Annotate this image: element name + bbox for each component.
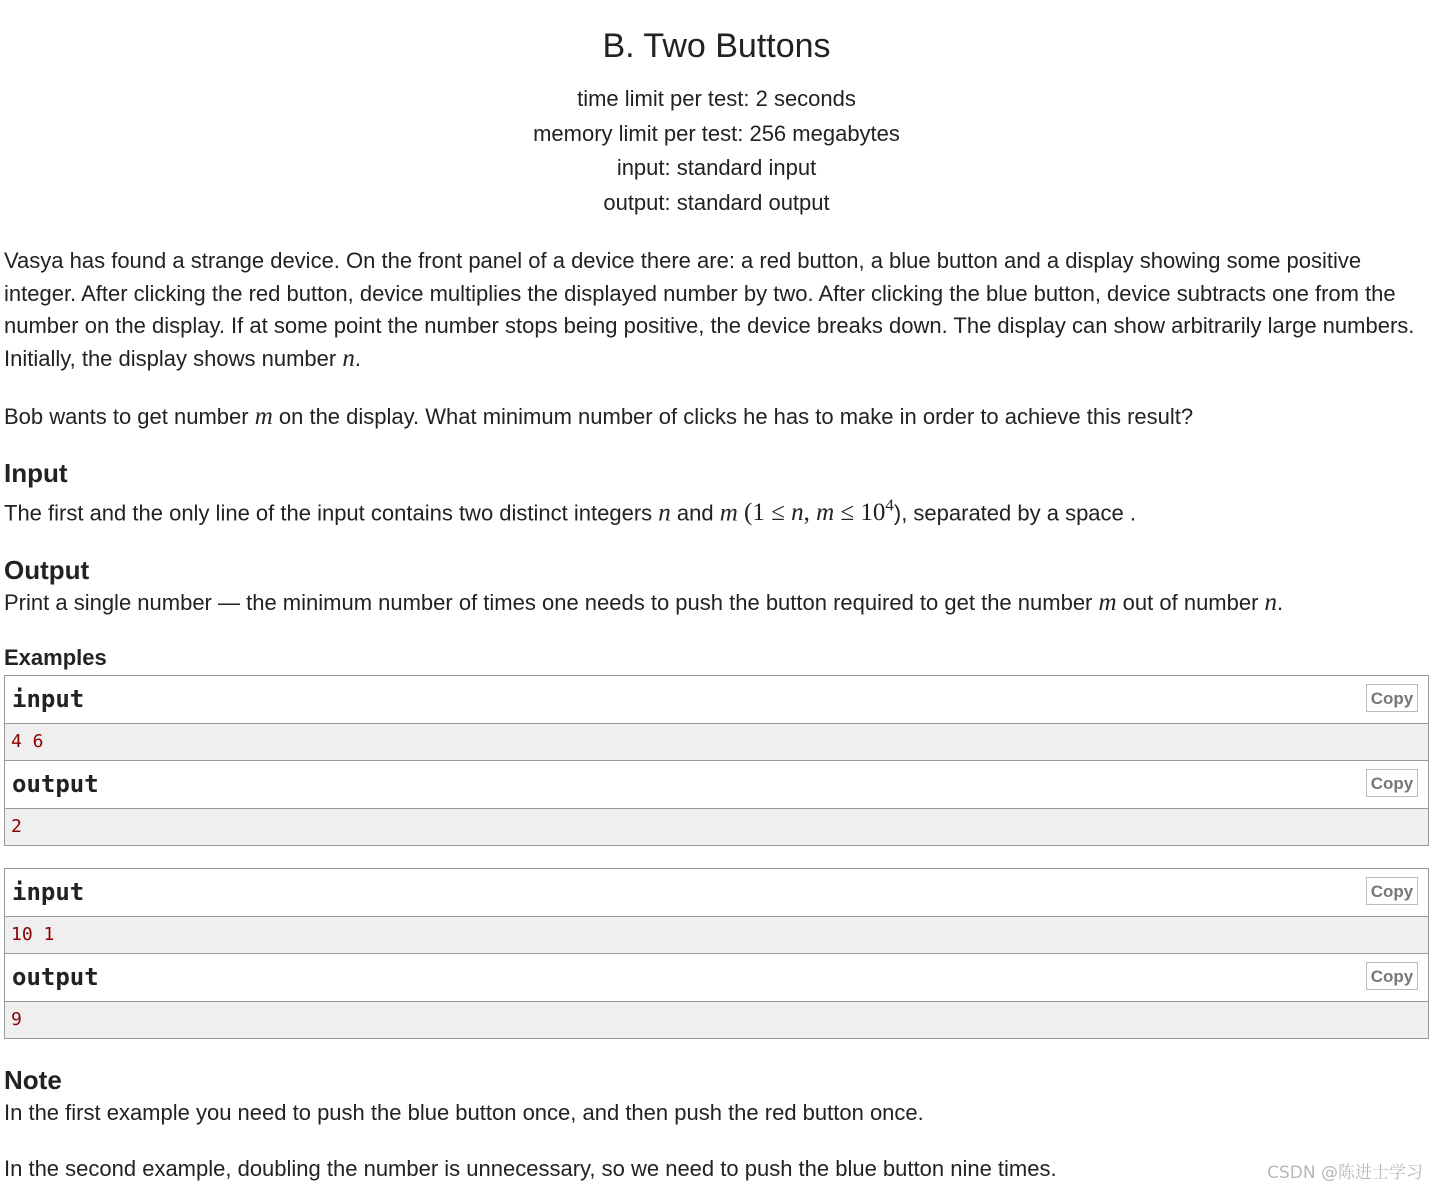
- note-paragraph-2: In the second example, doubling the number is unnecessary, so we need to push the blue button nine times.: [4, 1155, 1057, 1181]
- math-m: m: [254, 403, 273, 430]
- input-section-title: Input: [4, 457, 68, 488]
- csdn-watermark: CSDN @陈进士学习: [1267, 1163, 1423, 1183]
- constraint: (1 ≤ n, $m \le 10^4$: [737, 495, 894, 527]
- sample-input-header: input Copy: [5, 869, 1428, 917]
- note-paragraph-1: In the first example you need to push the blue button once, and then push the red button once.: [4, 1099, 924, 1125]
- legend-paragraph-1: Vasya has found a strange device. On the front panel of a device there are: a red button, a blue button and a display showing some positive integer. After clicking the red button, device multiplies the displayed number by two. After clicking the blue button, device subtracts one from the number on the display. If at some point the number stops being positive, the device breaks down. The display can show arbitrarily large numbers. Initially, the display shows number n.: [4, 247, 1415, 373]
- sample-test-2: [4, 868, 1429, 1039]
- problem-title: B. Two Buttons: [602, 27, 831, 65]
- time-limit: time limit per test: 2 seconds: [577, 86, 856, 111]
- sample-output-value: 9: [5, 1002, 1428, 1038]
- copy-input-button[interactable]: Copy: [1366, 684, 1418, 712]
- problem-statement: [4, 0, 1429, 1185]
- sample-output-header: output Copy: [5, 954, 1428, 1002]
- sample-input-header: input Copy: [5, 676, 1428, 724]
- limits: [4, 82, 1429, 221]
- sample-test-1: [4, 675, 1429, 846]
- problem-header: [4, 24, 1429, 221]
- legend-paragraph-2: Bob wants to get number m on the display. What minimum number of clicks he has to make in order to achieve this result?: [4, 403, 1194, 430]
- memory-limit: memory limit per test: 256 megabytes: [533, 120, 900, 146]
- sample-output-header: output Copy: [5, 761, 1428, 809]
- input-spec-text: The first and the only line of the input contains two distinct integers n and m (1 ≤ n, $m \le 10^4$), separated by a space .: [4, 495, 1137, 527]
- sample-input-value: 4 6: [5, 724, 1428, 761]
- note-section-title: Note: [4, 1064, 62, 1095]
- math-n: n: [342, 345, 355, 373]
- input-file: input: standard input: [616, 155, 817, 181]
- output-spec-text: Print a single number — the minimum number of times one needs to push the button required to get the number m out of number n.: [4, 588, 1284, 616]
- sample-output-value: 2: [5, 809, 1428, 845]
- copy-output-button[interactable]: Copy: [1366, 769, 1418, 797]
- output-section-title: Output: [4, 554, 90, 585]
- sample-input-value: 10 1: [5, 917, 1428, 954]
- examples-title: Examples: [4, 644, 107, 670]
- output-file: output: standard output: [603, 190, 830, 216]
- copy-input-button[interactable]: Copy: [1366, 877, 1418, 905]
- copy-output-button[interactable]: Copy: [1366, 962, 1418, 990]
